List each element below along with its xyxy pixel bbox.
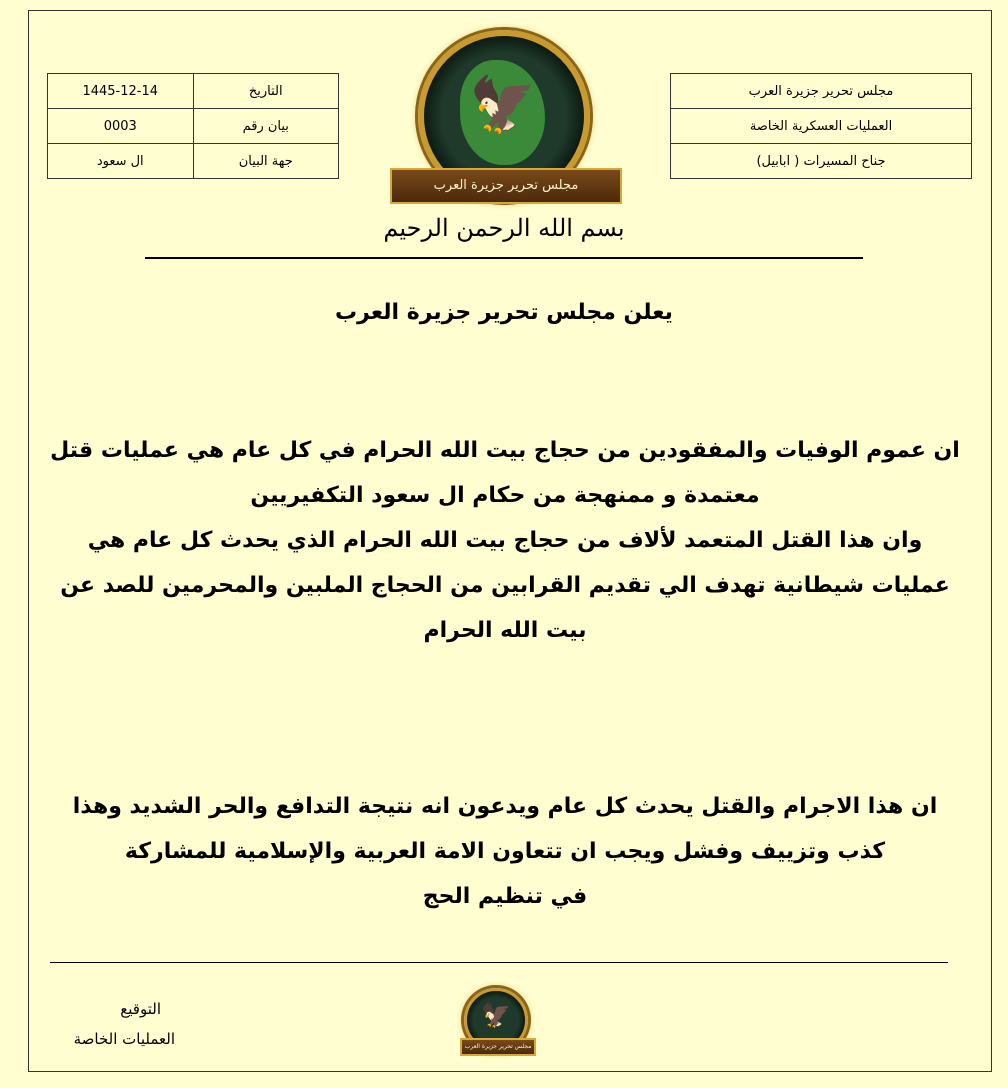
paragraph-line: كذب وتزييف وفشل ويجب ان تتعاون الامة العربية والإسلامية للمشاركة [124,839,886,864]
announcement-heading: يعلن مجلس تحرير جزيرة العرب [335,300,673,325]
paragraph-line: ان عموم الوفيات والمفقودين من حجاج بيت الله الحرام في كل عام هي عمليات قتل [50,438,960,463]
signature-name: العمليات الخاصة [73,1030,175,1048]
footer-divider [50,962,948,963]
signature-label: التوقيع [120,1000,161,1018]
issuer-table [670,73,972,179]
issuer-council: مجلس تحرير جزيرة العرب [671,74,972,109]
eagle-icon: 🦅 [469,73,537,136]
divider [145,257,863,259]
date-value: 1445-12-14 [48,74,194,109]
statement-number-value: 0003 [48,109,194,144]
table-row [671,144,972,179]
paragraph-line: معتمدة و ممنهجة من حكام ال سعود التكفيريين [250,483,760,508]
issuer-operations: العمليات العسكرية الخاصة [671,109,972,144]
table-row [48,144,339,179]
bismillah: بسم الله الرحمن الرحيم [383,214,625,242]
statement-number-label: بيان رقم [193,109,339,144]
logo-ribbon: مجلس تحرير جزيرة العرب [390,168,622,204]
signature-block [40,994,175,1054]
paragraph-line: بيت الله الحرام [423,618,587,643]
table-row [671,109,972,144]
statement-paragraph-1 [40,428,970,653]
table-row [48,74,339,109]
statement-info-table [47,73,339,179]
statement-target-value: ال سعود [48,144,194,179]
date-label: التاريخ [193,74,339,109]
paragraph-line: في تنظيم الحج [422,884,588,909]
footer-emblem-logo: 🦅 مجلس تحرير جزيرة العرب [460,988,536,1060]
eagle-icon: 🦅 [481,1001,511,1029]
paragraph-line: وان هذا القتل المتعمد لألاف من حجاج بيت الله الحرام الذي يحدث كل عام هي [87,528,923,553]
table-row [671,74,972,109]
statement-paragraph-2 [40,784,970,919]
statement-target-label: جهة البيان [193,144,339,179]
paragraph-line: عمليات شيطانية تهدف الي تقديم القرابين من الحجاج الملبين والمحرمين للصد عن [60,573,950,598]
issuer-wing: جناح المسيرات ( ابابيل) [671,144,972,179]
council-emblem-logo [390,30,622,208]
table-row [48,109,339,144]
paragraph-line: ان هذا الاجرام والقتل يحدث كل عام ويدعون انه نتيجة التدافع والحر الشديد وهذا [72,794,938,819]
